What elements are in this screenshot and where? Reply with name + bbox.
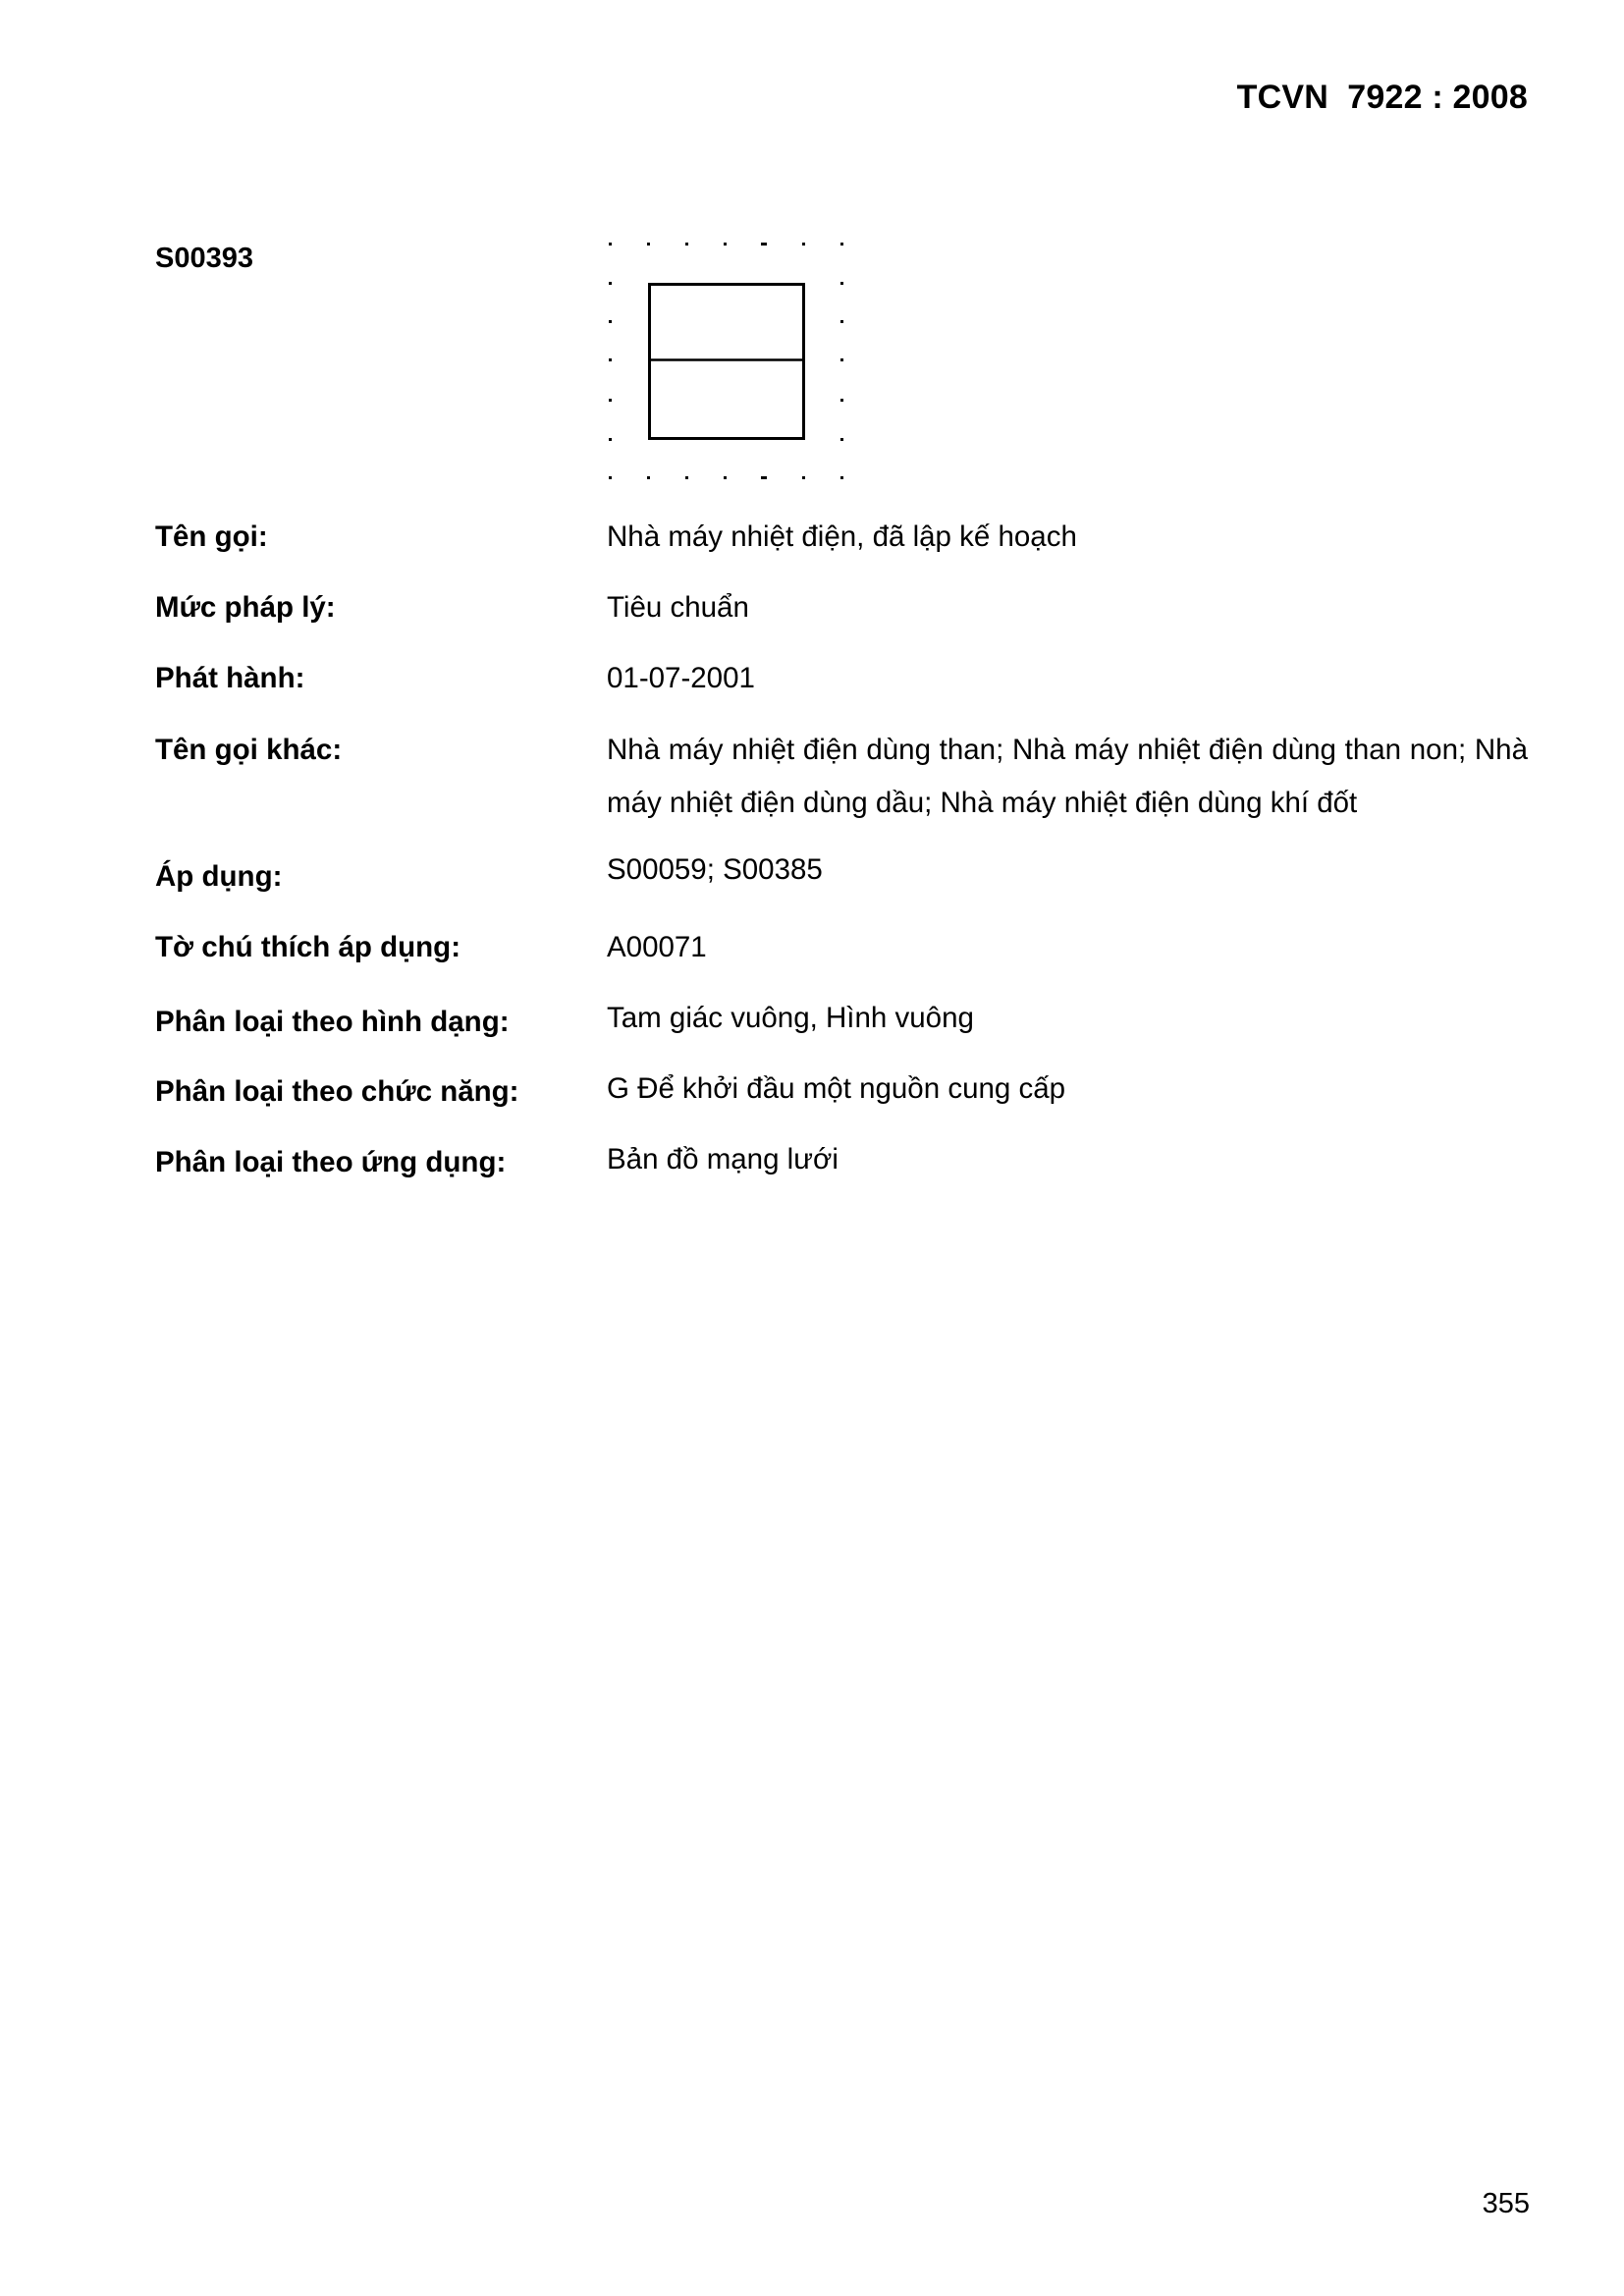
field-label: Phân loại theo hình dạng: <box>155 1006 510 1038</box>
field-value: 01-07-2001 <box>607 662 755 694</box>
field-label: Phát hành: <box>155 662 305 694</box>
field-label: Tên gọi khác: <box>155 734 343 766</box>
standard-header: TCVN 7922 : 2008 <box>1236 79 1528 116</box>
field-label: Áp dụng: <box>155 860 283 893</box>
field-value: Nhà máy nhiệt điện dùng than; Nhà máy nhiệt điện dùng than non; Nhà máy nhiệt điện dùng dầu; Nhà máy nhiệt điện dùng khí đốt <box>607 734 1528 819</box>
field-value: Nhà máy nhiệt điện, đã lập kế hoạch <box>607 520 1077 553</box>
field-value: Bản đồ mạng lưới <box>607 1143 839 1175</box>
field-label: Mức pháp lý: <box>155 591 336 624</box>
page-number: 355 <box>1482 2188 1530 2219</box>
field-label: Phân loại theo chức năng: <box>155 1075 519 1108</box>
field-value: A00071 <box>607 931 707 963</box>
field-value: Tiêu chuẩn <box>607 591 749 624</box>
field-value: S00059; S00385 <box>607 853 823 886</box>
thermal-power-plant-planned-symbol-icon <box>599 234 854 489</box>
symbol-code: S00393 <box>155 243 253 274</box>
field-value: Tam giác vuông, Hình vuông <box>607 1002 974 1034</box>
field-value: G Để khởi đầu một nguồn cung cấp <box>607 1072 1066 1105</box>
field-label: Phân loại theo ứng dụng: <box>155 1146 507 1178</box>
field-label: Tờ chú thích áp dụng: <box>155 931 461 963</box>
field-label: Tên gọi: <box>155 520 268 553</box>
symbol-outline <box>650 285 804 439</box>
